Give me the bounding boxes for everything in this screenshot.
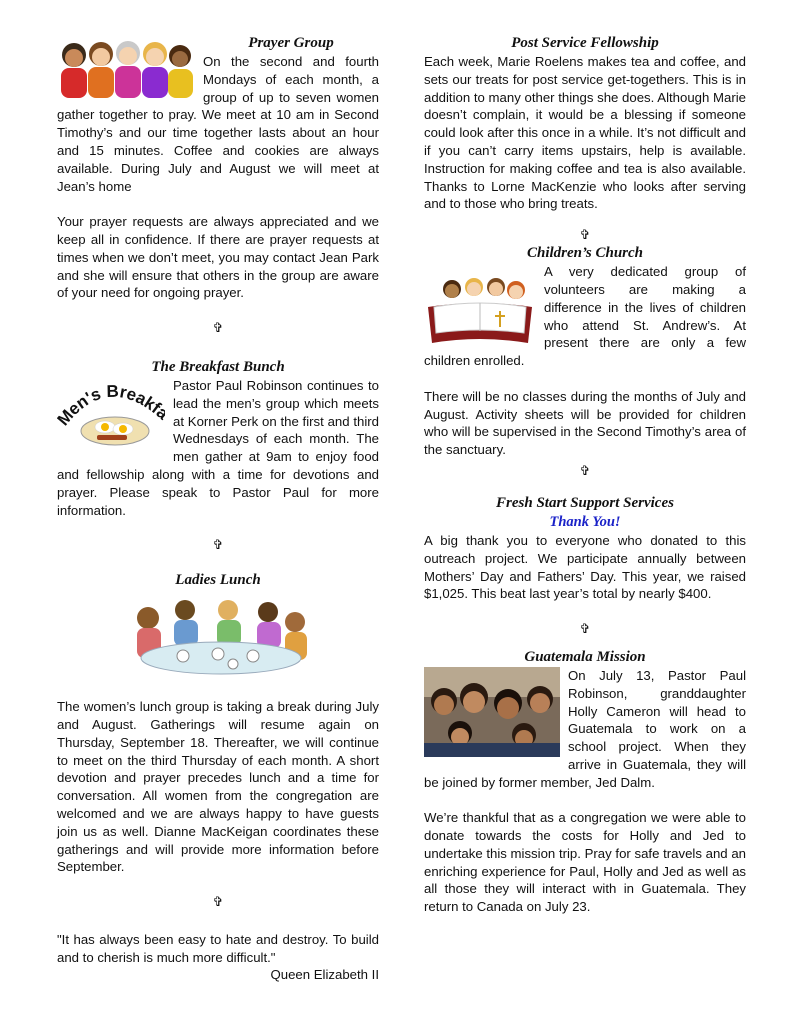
prayer-requests-text: Your prayer requests are always appreciated and we keep all in confidence. If there are prayer requests at times when we don’t meet, you may contact Jean Park and she will ensure that others in the group are aware of your need for ongoing prayer. [57,214,379,301]
childrens-church-section [424,244,746,459]
post-service-fellowship-section [424,34,746,213]
guatemala-thanks-text: We’re thankful that as a congregation we were able to donate towards the costs for Holly and Jed to undertake this mission trip. Pray for safe travels and an enriching experience for Paul, Holly and Jed as well as all those they will interact with in Guatemala. They return to Canada on July 23. [424,810,746,915]
breakfast-bunch-text: Pastor Paul Robinson continues to lead the men’s group which meets at Korner Perk on the first and third Wednesdays of each month. The men gather at 9am to enjoy food and fellowship along with a time for devotions and prayer. Please speak to Pastor Paul for more information. [57,377,379,518]
guatemala-mission-section [424,648,746,916]
prayer-group-title: Prayer Group [248,35,334,51]
mens-breakfast-logo-text: en's Breakf [63,381,165,419]
prayer-group-text: On the second and fourth Mondays of each month, a group of up to seven women gather together to pray. We meet at 10 am in Second Timothy’s and our time together lasts about an hour and 15 minutes. Coffee and cookies are always available. During July and August we will meet at Jean’s home [57,54,379,194]
right-column [424,34,746,916]
guatemala-mission-text: On July 13, Pastor Paul Robinson, granddaughter Holly Cameron will head to Guatemala to work on a school project. When they arrive in Guatemala, they will be joined by former member, Jed Dalm. [424,667,746,790]
prayer-group-section [57,34,379,302]
breakfast-bunch-section [57,358,379,519]
quote-section [57,931,379,984]
ladies-lunch-text: The women’s lunch group is taking a break during July and August. Gatherings will resume again on Thursday, September 18. Thereafter, we will continue to meet on the third Thursday of each month. A short devotion and prayer precedes lunch and a time for conversation. All women from the congregation are welcomed and we are always happy to have guests join us as well. Dianne MacKeigan coordinates these gatherings and will provide more information before September. [57,699,379,875]
ladies-lunch-section [57,571,379,876]
cross-divider: ✞ [579,228,591,244]
guatemala-children-photo [424,667,560,757]
cross-divider: ✞ [579,463,591,479]
fresh-start-text: A big thank you to everyone who donated to this outreach project. We participate annually between Mothers’ Day and Fathers’ Day. This year, we raised $1,025. This beat last year’s total by nearly $400. [424,532,746,602]
children-reading-image [424,277,536,349]
ladies-lunch-image [123,596,313,678]
childrens-church-title: Children’s Church [526,245,643,262]
post-service-fellowship-text: Each week, Marie Roelens makes tea and coffee, and sets our treats for post service get-togethers. This is in addition to many other things she does. Although Marie doesn’t complain, it would be a blessing if someone could look after this once in a while. It’s not difficult and if you can’t carry items upstairs, help is available. Instruction for making coffee and tea is also available. Thanks to Lorne MacKenzie who looks after serving and to those who bring treats. [424,54,746,212]
mens-breakfast-logo [57,379,165,451]
guatemala-mission-title: Guatemala Mission [524,648,646,665]
cross-divider: ✞ [212,538,224,554]
quote-author: Queen Elizabeth II [270,967,379,983]
post-service-fellowship-title: Post Service Fellowship [511,35,659,51]
childrens-church-text: A very dedicated group of volunteers are making a difference in the lives of children who attend St. Andrew’s. At present there are only a few children enrolled. [424,264,746,369]
childrens-church-summer-text: There will be no classes during the months of July and August. Activity sheets will be provided for children who will be supervised in the Second Timothy’s area of the sanctuary. [424,388,746,458]
fresh-start-title: Fresh Start Support Services [496,494,674,511]
left-column [57,34,379,984]
cross-divider: ✞ [212,320,224,336]
praying-women-image [57,38,195,100]
cross-divider: ✞ [212,894,224,910]
thank-you-subtitle: Thank You! [549,513,621,530]
fresh-start-section [424,494,746,603]
ladies-lunch-title: Ladies Lunch [175,572,261,589]
quote-text: "It has always been easy to hate and destroy. To build and to cherish is much more difficult." [57,931,379,965]
breakfast-bunch-title: The Breakfast Bunch [151,358,285,375]
cross-divider: ✞ [579,621,591,637]
